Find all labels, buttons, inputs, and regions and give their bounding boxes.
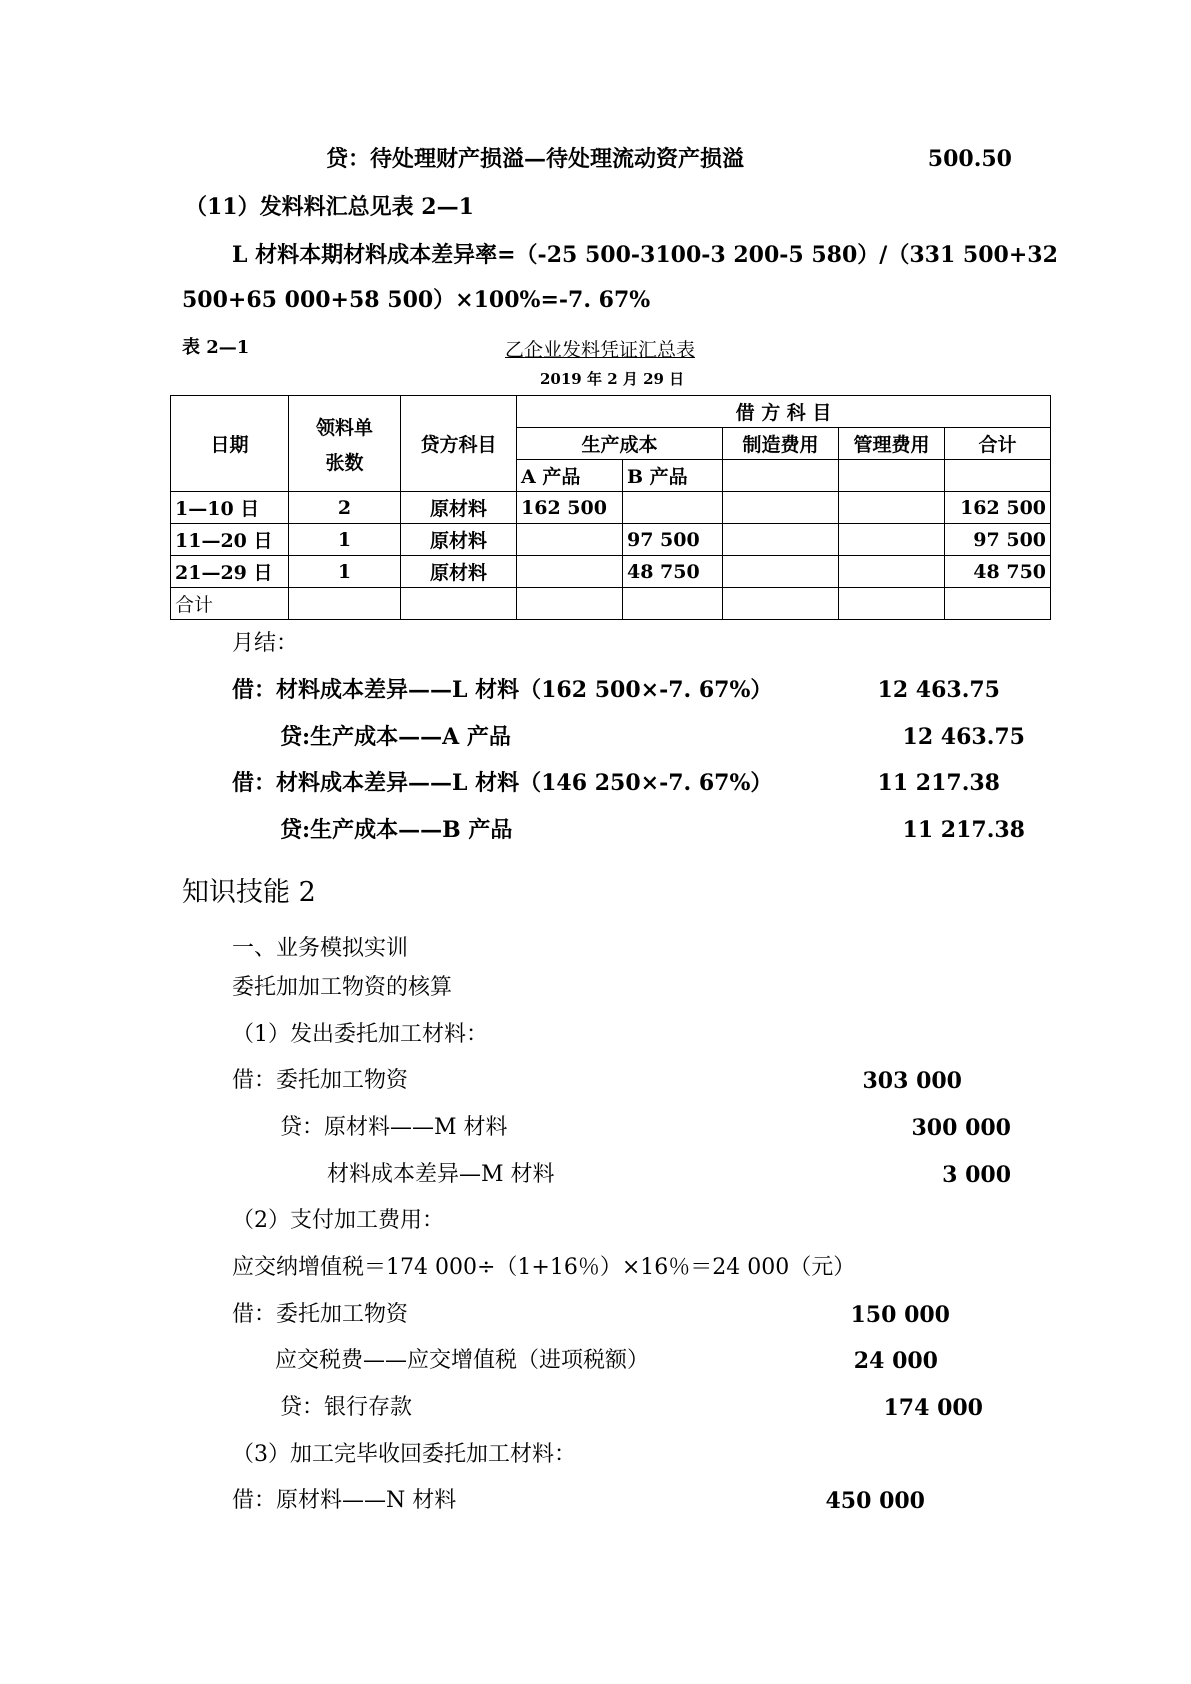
- header-slips-line1: 领料单: [315, 416, 373, 439]
- empty-cell: [723, 460, 839, 492]
- header-admin-expense: 管理费用: [839, 428, 945, 460]
- empty-cell: [839, 460, 945, 492]
- section-heading: 知识技能 2: [182, 877, 316, 908]
- material-issue-summary-table: [170, 395, 1051, 620]
- journal-entry-amount: 11 217.38: [877, 770, 1000, 796]
- cell-credit: 原材料: [401, 524, 517, 556]
- table-label: 表 2—1: [182, 337, 250, 358]
- cell-total: 48 750: [945, 556, 1051, 588]
- cell-adm: [839, 492, 945, 524]
- variance-rate-formula-cont: 500+65 000+58 500）×100%=-7. 67%: [182, 287, 651, 313]
- journal-entry-text: 借：材料成本差异——L 材料（162 500×-7. 67%）: [232, 677, 773, 703]
- journal-entry-amount: 174 000: [883, 1395, 983, 1421]
- table-title: 乙企业发料凭证汇总表: [505, 339, 696, 361]
- cell-adm: [839, 524, 945, 556]
- cell-date: 21—29 日: [171, 556, 289, 588]
- table-row: [171, 492, 1051, 524]
- journal-entry-amount: 303 000: [862, 1068, 962, 1094]
- cell-mfg: [723, 524, 839, 556]
- item-11-heading: （11）发料料汇总见表 2—1: [185, 194, 474, 220]
- cell-credit: 原材料: [401, 556, 517, 588]
- journal-entry-text: 贷：银行存款: [280, 1395, 413, 1420]
- table-row: [171, 524, 1051, 556]
- journal-entry-amount: 12 463.75: [877, 677, 1000, 703]
- cell-date: 合计: [171, 588, 289, 620]
- cell-date: 11—20 日: [171, 524, 289, 556]
- header-slips-line2: 张数: [325, 451, 364, 474]
- journal-entry-text: 借：原材料——N 材料: [232, 1488, 457, 1513]
- journal-entry-text: 贷:生产成本——A 产品: [280, 724, 511, 750]
- journal-entry-text: 材料成本差异—M 材料: [327, 1162, 555, 1187]
- empty-cell: [945, 460, 1051, 492]
- cell-slips: [289, 588, 401, 620]
- step-1-heading: （1）发出委托加工材料：: [232, 1022, 488, 1047]
- month-end-label: 月结：: [232, 631, 299, 656]
- journal-entry-amount: 300 000: [911, 1115, 1011, 1141]
- step-2-heading: （2）支付加工费用：: [232, 1208, 444, 1233]
- table-date: 2019 年 2 月 29 日: [540, 370, 685, 388]
- cell-product-a: 162 500: [517, 492, 623, 524]
- header-credit-account: 贷方科目: [401, 396, 517, 492]
- cell-total: 162 500: [945, 492, 1051, 524]
- cell-product-a: [517, 556, 623, 588]
- cell-mfg: [723, 588, 839, 620]
- cell-product-b: [623, 588, 723, 620]
- cell-slips: 1: [289, 556, 401, 588]
- header-production-cost: 生产成本: [517, 428, 723, 460]
- header-debit-accounts: 借 方 科 目: [517, 396, 1051, 428]
- header-total: 合计: [945, 428, 1051, 460]
- cell-total: [945, 588, 1051, 620]
- journal-entry-amount: 11 217.38: [902, 817, 1025, 843]
- journal-entry-amount: 3 000: [942, 1162, 1011, 1188]
- credit-amount-pending-loss: 500.50: [927, 146, 1012, 172]
- table-total-row: [171, 588, 1051, 620]
- vat-calculation: 应交纳增值税＝174 000÷（1+16％）×16％＝24 000（元）: [232, 1255, 856, 1280]
- subsection-title: 委托加加工物资的核算: [232, 975, 453, 1000]
- cell-mfg: [723, 492, 839, 524]
- cell-credit: 原材料: [401, 492, 517, 524]
- journal-entry-amount: 450 000: [825, 1488, 925, 1514]
- header-manufacturing-overhead: 制造费用: [723, 428, 839, 460]
- cell-adm: [839, 556, 945, 588]
- header-date: 日期: [171, 396, 289, 492]
- cell-mfg: [723, 556, 839, 588]
- variance-rate-formula: L 材料本期材料成本差异率=（-25 500-3100-3 200-5 580）/（331 500+32: [232, 242, 1058, 268]
- journal-entry-amount: 24 000: [853, 1348, 938, 1374]
- cell-credit: [401, 588, 517, 620]
- journal-entry-text: 借：委托加工物资: [232, 1302, 409, 1327]
- cell-date: 1—10 日: [171, 492, 289, 524]
- header-product-b: B 产品: [623, 460, 723, 492]
- journal-entry-text: 贷:生产成本——B 产品: [280, 817, 513, 843]
- journal-entry-amount: 150 000: [850, 1302, 950, 1328]
- cell-total: 97 500: [945, 524, 1051, 556]
- cell-product-b: 48 750: [623, 556, 723, 588]
- credit-line-pending-loss: 贷：待处理财产损溢—待处理流动资产损溢: [326, 146, 745, 172]
- journal-entry-amount: 12 463.75: [902, 724, 1025, 750]
- header-slips: [289, 396, 401, 492]
- step-3-heading: （3）加工完毕收回委托加工材料：: [232, 1442, 576, 1467]
- journal-entry-text: 借：材料成本差异——L 材料（146 250×-7. 67%）: [232, 770, 773, 796]
- cell-product-b: 97 500: [623, 524, 723, 556]
- cell-product-b: [623, 492, 723, 524]
- cell-adm: [839, 588, 945, 620]
- subsection-heading: 一、业务模拟实训: [232, 936, 409, 961]
- cell-slips: 2: [289, 492, 401, 524]
- table-header-row-1: [171, 396, 1051, 428]
- cell-product-a: [517, 524, 623, 556]
- journal-entry-text: 应交税费——应交增值税（进项税额）: [275, 1348, 650, 1373]
- cell-product-a: [517, 588, 623, 620]
- cell-slips: 1: [289, 524, 401, 556]
- journal-entry-text: 贷：原材料——M 材料: [280, 1115, 508, 1140]
- header-product-a: A 产品: [517, 460, 623, 492]
- table-row: [171, 556, 1051, 588]
- journal-entry-text: 借：委托加工物资: [232, 1068, 409, 1093]
